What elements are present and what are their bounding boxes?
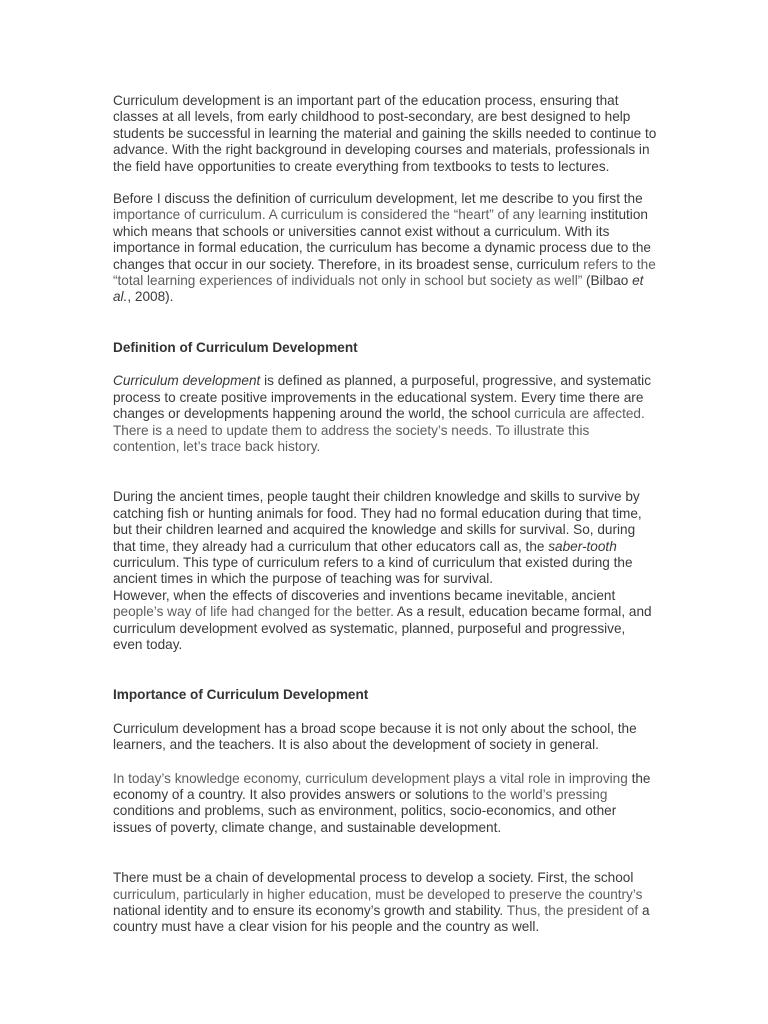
citation-italic: et al. xyxy=(113,273,644,305)
text: curricula are affected. There is a need to update them to address the society’s needs. To illustrate this contention, let’s trace back history. xyxy=(113,406,645,454)
heading-definition: Definition of Curriculum Development xyxy=(113,339,358,355)
text: curriculum. This type of curriculum refers to a kind of curriculum that existed during the ancient times in which the purpose of teaching was for survival. xyxy=(113,554,633,587)
text: the economy of a country. It also provides answers or solutions xyxy=(113,770,651,802)
text: people’s way of life had changed for the better. xyxy=(113,604,394,620)
text: Thus, the president of xyxy=(506,903,639,919)
text: (Bilbao xyxy=(582,273,633,289)
text: Before I discuss the definition of curriculum development, let me describe to you first the xyxy=(113,191,643,207)
document-body xyxy=(113,93,658,936)
paragraph-intro: Curriculum development is an important part of the education process, ensuring that classes at all levels, from early childhood to post-secondary, are best designed to help students be successful in learning the material and gaining the skills needed to continue to advance. With the right background in developing courses and materials, professionals in the field have opportunities to create everything from textbooks to tests to lectures. xyxy=(113,93,657,174)
heading-importance: Importance of Curriculum Development xyxy=(113,687,369,703)
text: importance of curriculum. A curriculum is considered the “heart” of any learning xyxy=(113,207,587,223)
paragraph-ancient-times xyxy=(113,489,658,587)
paragraph-importance-intro xyxy=(113,191,658,306)
text: In today’s knowledge economy, curriculum development plays a vital role in improving xyxy=(113,770,628,786)
text: a country must have a clear vision for his people and the country as well. xyxy=(113,903,650,935)
text: national identity and to ensure its economy’s growth and stability. xyxy=(113,903,507,919)
paragraph-however xyxy=(113,588,658,654)
text: There must be a chain of developmental process to develop a society. First, the school xyxy=(113,870,634,886)
term-italic: saber-tooth xyxy=(548,538,617,554)
text: conditions and problems, such as environment, politics, socio-economics, and other issues of poverty, climate change, and sustainable development. xyxy=(113,803,617,835)
paragraph-broad-scope: Curriculum development has a broad scope because it is not only about the school, the learners, and the teachers. It is also about the development of society in general. xyxy=(113,720,637,753)
paragraph-definition xyxy=(113,373,658,455)
text: to the world’s pressing xyxy=(472,787,608,802)
text: , 2008). xyxy=(127,289,174,305)
paragraph-chain-of-development xyxy=(113,870,658,936)
paragraph-knowledge-economy xyxy=(113,771,658,837)
text: curriculum, particularly in higher education, must be developed to preserve the country’s xyxy=(113,886,643,902)
quote: refers to the “total learning experiences of individuals not only in school but society as well” xyxy=(113,256,656,289)
term-italic: Curriculum development xyxy=(113,373,261,389)
text: During the ancient times, people taught their children knowledge and skills to survive by catching fish or hunting animals for food. They had no formal education during that time, but their children learned and acquired the knowledge and skills for survival. So, during that time, they already had a curriculum that other educators call as, the xyxy=(113,489,642,554)
text: institution which means that schools or universities cannot exist without a curriculum. With its importance in formal education, the curriculum has become a dynamic process due to the changes that occur in our society. Therefore, in its broadest sense, curriculum xyxy=(113,207,651,272)
text: As a result, education became formal, and curriculum development evolved as systematic, planned, purposeful and progressive, even today. xyxy=(113,604,652,652)
text: However, when the effects of discoveries and inventions became inevitable, ancient xyxy=(113,587,616,603)
text: is defined as planned, a purposeful, progressive, and systematic process to create positive improvements in the educational system. Every time there are changes or developments happening around the world, the school xyxy=(113,373,651,422)
